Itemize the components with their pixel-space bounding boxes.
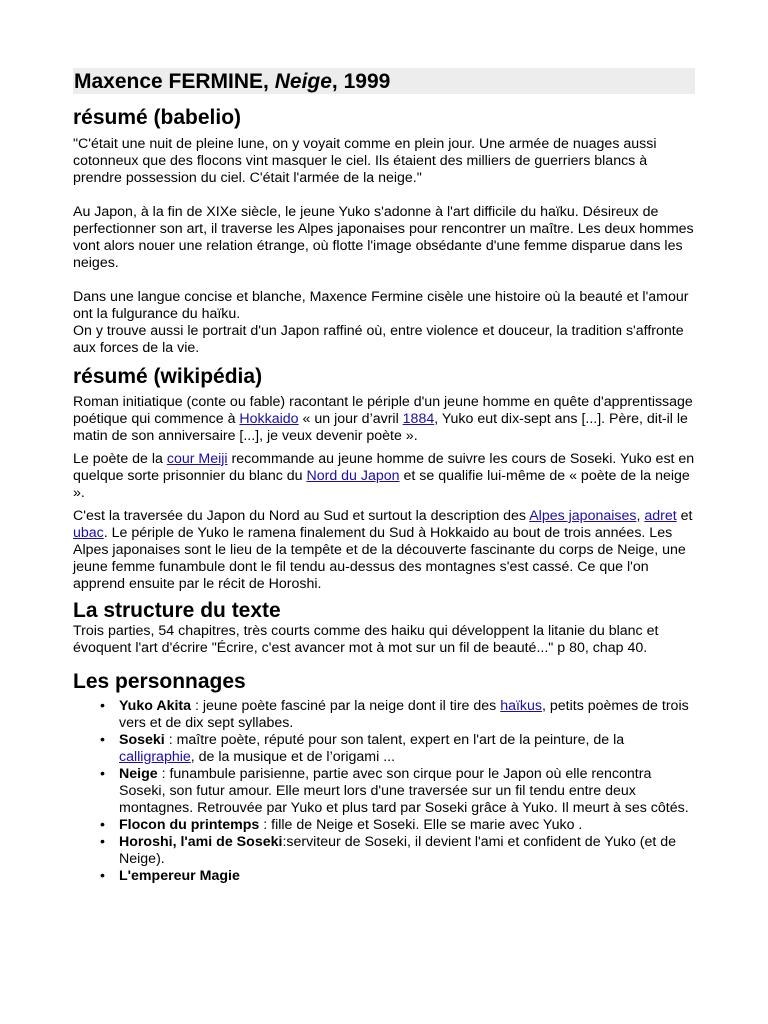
babelio-style: Dans une langue concise et blanche, Maxence Fermine cisèle une histoire où la beauté et l'amour ont la fulgurance du haïku. [73, 289, 689, 322]
bullet-icon: • [100, 766, 105, 782]
link-hokkaido[interactable]: Hokkaido [239, 411, 299, 427]
structure-paragraph: Trois parties, 54 chapitres, très courts comme des haiku qui développent la litanie du blanc et évoquent l'art d'écrire "Écrire, c'est avancer mot à mot sur un fil de beauté..." p 80, chap 40. [73, 623, 659, 656]
link-adret[interactable]: adret [644, 508, 677, 524]
link-haikus[interactable]: haïkus [500, 698, 543, 714]
list-item: • Horoshi, l'ami de Soseki:serviteur de Soseki, il devient l'ami et confident de Yuko (et de Neige). [100, 834, 677, 867]
heading-personnages: Les personnages [73, 670, 246, 693]
list-item: • L'empereur Magie [100, 868, 240, 884]
title-book: Neige [274, 70, 332, 93]
wikipedia-paragraph-1: Roman initiatique (conte ou fable) racontant le périple d'un jeune homme en quête d'apprentissage poétique qui commence à Hokkaido « un jour d’avril 1884, Yuko eut dix-sept ans [...]. Père, dit-il le matin de son anniversaire [...], je veux devenir poète ». [73, 394, 693, 444]
link-1884[interactable]: 1884 [402, 411, 435, 427]
bullet-icon: • [100, 868, 105, 884]
link-calligraphie[interactable]: calligraphie [119, 749, 191, 765]
link-ubac[interactable]: ubac [73, 525, 104, 541]
bullet-icon: • [100, 817, 105, 833]
characters-list [73, 698, 695, 885]
title-year: , 1999 [331, 70, 391, 93]
link-nord-du-japon[interactable]: Nord du Japon [306, 468, 400, 484]
bullet-icon: • [100, 834, 105, 850]
babelio-portrait: On y trouve aussi le portrait d'un Japon raffiné où, entre violence et douceur, la tradition s'affronte aux forces de la vie. [73, 323, 684, 356]
list-item: • Flocon du printemps : fille de Neige et Soseki. Elle se marie avec Yuko . [100, 817, 583, 833]
bullet-icon: • [100, 732, 105, 748]
heading-structure: La structure du texte [73, 599, 281, 622]
list-item: • Neige : funambule parisienne, partie avec son cirque pour le Japon où elle rencontra Soseki, son futur amour. Elle meurt lors d'une traversée sur un fil tendu entre deux montagnes. Retrouvée par Yuko et plus tard par Soseki grâce à Yuko. Il meurt à ses côtés. [100, 766, 689, 816]
wikipedia-paragraph-3: C'est la traversée du Japon du Nord au Sud et surtout la description des Alpes japonaises, adret et ubac. Le périple de Yuko le ramena finalement du Sud à Hokkaido au bout de trois années. Les Alpes japonaises sont le lieu de la tempête et de la découverte fascinante du corps de Neige, une jeune femme funambule dont le fil tendu au-dessus des montagnes s'est cassé. Ce que l'on apprend ensuite par le récit de Horoshi. [73, 508, 693, 592]
link-alpes-japonaises[interactable]: Alpes japonaises [529, 508, 637, 524]
bullet-icon: • [100, 698, 105, 714]
heading-wikipedia: résumé (wikipédia) [73, 365, 263, 388]
babelio-quote: "C'était une nuit de pleine lune, on y voyait comme en plein jour. Une armée de nuages aussi cotonneux que des flocons vint masquer le ciel. Ils étaient des milliers de guerriers blancs à prendre possession du ciel. C'était l'armée de la neige." [73, 136, 657, 186]
document-title [73, 68, 695, 94]
babelio-summary: Au Japon, à la fin de XIXe siècle, le jeune Yuko s'adonne à l'art difficile du haïku. Désireux de perfectionner son art, il traverse les Alpes japonaises pour rencontrer un maître. Les deux hommes vont alors nouer une relation étrange, où flotte l'image obsédante d'une femme disparue dans les neiges. [73, 204, 694, 271]
list-item: • Yuko Akita : jeune poète fasciné par la neige dont il tire des haïkus, petits poèmes de trois vers et de dix sept syllabes. [100, 698, 689, 731]
heading-babelio: résumé (babelio) [73, 106, 242, 129]
wikipedia-paragraph-2: Le poète de la cour Meiji recommande au jeune homme de suivre les cours de Soseki. Yuko est en quelque sorte prisonnier du blanc du Nord du Japon et se qualifie lui-même de « poète de la neige ». [73, 451, 695, 501]
title-author: Maxence FERMINE, [74, 70, 275, 93]
link-cour-meiji[interactable]: cour Meiji [166, 451, 228, 467]
list-item: • Soseki : maître poète, réputé pour son talent, expert en l'art de la peinture, de la calligraphie, de la musique et de l’origami ... [100, 732, 625, 765]
